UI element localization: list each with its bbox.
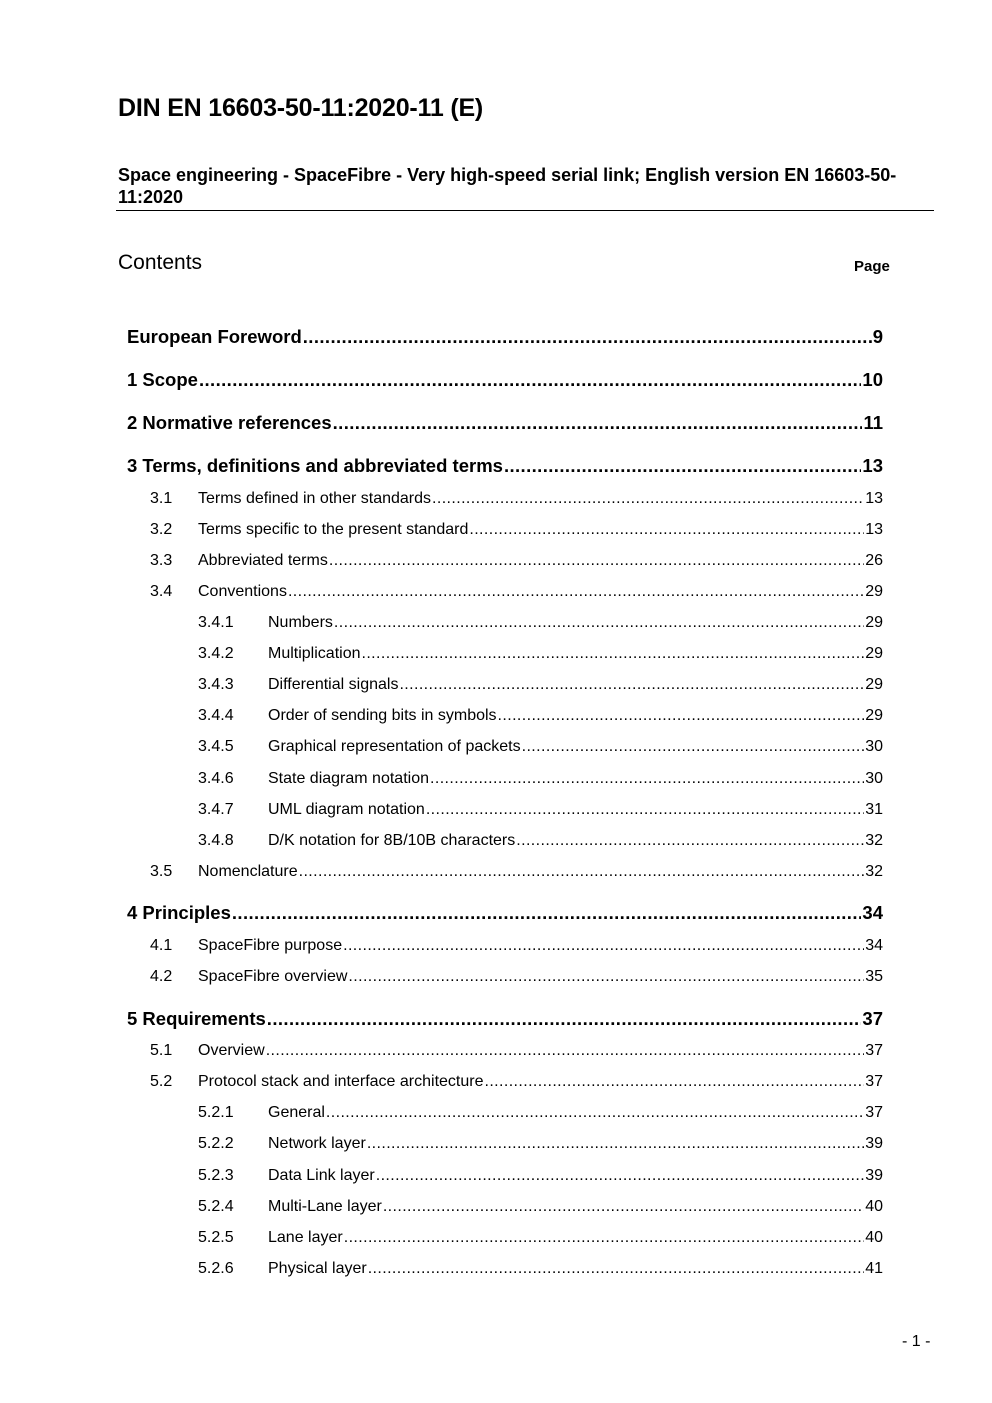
toc-entry-page: 37 xyxy=(865,1104,883,1121)
toc-dot-leader xyxy=(329,552,864,570)
toc-entry-page: 26 xyxy=(865,552,883,569)
page-column-label: Page xyxy=(854,258,890,275)
toc-dot-leader xyxy=(348,968,864,986)
toc-entry-title: Differential signals xyxy=(268,676,399,693)
toc-entry-number: 4.1 xyxy=(150,937,173,954)
toc-entry-title: 5 Requirements xyxy=(127,1008,266,1029)
toc-entry-title: Lane layer xyxy=(268,1229,343,1246)
toc-entry-number: 5.2.4 xyxy=(198,1198,234,1215)
toc-dot-leader xyxy=(430,770,864,788)
toc-entry-number: 5.2.6 xyxy=(198,1260,234,1277)
toc-entry[interactable] xyxy=(198,738,883,756)
toc-entry-page: 37 xyxy=(862,1008,883,1029)
toc-dot-leader xyxy=(504,455,861,477)
toc-dot-leader xyxy=(334,614,864,632)
toc-entry[interactable] xyxy=(127,902,883,924)
toc-entry-title: UML diagram notation xyxy=(268,801,425,818)
toc-dot-leader xyxy=(267,1008,862,1030)
toc-entry[interactable] xyxy=(198,1104,883,1122)
toc-dot-leader xyxy=(469,521,864,539)
toc-dot-leader xyxy=(326,1104,864,1122)
toc-entry[interactable] xyxy=(198,1260,883,1278)
contents-heading: Contents xyxy=(118,251,203,274)
toc-entry[interactable] xyxy=(198,614,883,632)
toc-entry-number: 3.4.8 xyxy=(198,832,234,849)
toc-entry-number: 3.2 xyxy=(150,521,173,538)
toc-dot-leader xyxy=(376,1167,864,1185)
toc-entry[interactable] xyxy=(150,863,883,881)
toc-entry-page: 35 xyxy=(865,968,883,985)
toc-entry-title: Physical layer xyxy=(268,1260,367,1277)
toc-entry-number: 3.4 xyxy=(150,583,173,600)
toc-entry[interactable] xyxy=(198,1135,883,1153)
toc-entry[interactable] xyxy=(150,490,883,508)
toc-entry-title: 4 Principles xyxy=(127,902,231,923)
toc-entry-page: 29 xyxy=(865,676,883,693)
toc-entry-number: 3.4.6 xyxy=(198,770,234,787)
toc-entry-title: Graphical representation of packets xyxy=(268,738,521,755)
toc-entry-title: Protocol stack and interface architecture xyxy=(198,1073,484,1090)
toc-entry-page: 32 xyxy=(865,832,883,849)
toc-entry-number: 5.2.3 xyxy=(198,1167,234,1184)
toc-entry-page: 41 xyxy=(865,1260,883,1277)
toc-entry-page: 37 xyxy=(865,1042,883,1059)
toc-entry-number: 3.4.3 xyxy=(198,676,234,693)
toc-dot-leader xyxy=(303,326,872,348)
toc-entry-page: 37 xyxy=(865,1073,883,1090)
toc-entry[interactable] xyxy=(150,552,883,570)
toc-dot-leader xyxy=(288,583,864,601)
toc-entry[interactable] xyxy=(198,1198,883,1216)
toc-entry-title: Multiplication xyxy=(268,645,361,662)
toc-entry-page: 10 xyxy=(862,369,883,390)
toc-entry[interactable] xyxy=(198,770,883,788)
toc-dot-leader xyxy=(426,801,864,819)
toc-entry-page: 34 xyxy=(862,902,883,923)
toc-dot-leader xyxy=(232,902,862,924)
toc-entry-page: 13 xyxy=(865,490,883,507)
toc-entry[interactable] xyxy=(127,455,883,477)
toc-entry-page: 40 xyxy=(865,1229,883,1246)
toc-entry-page: 40 xyxy=(865,1198,883,1215)
toc-dot-leader xyxy=(299,863,865,881)
toc-entry-number: 5.1 xyxy=(150,1042,173,1059)
toc-entry-title: SpaceFibre purpose xyxy=(198,937,343,954)
toc-entry-page: 30 xyxy=(865,738,883,755)
toc-entry-title: 1 Scope xyxy=(127,369,198,390)
toc-entry-title: Network layer xyxy=(268,1135,366,1152)
toc-dot-leader xyxy=(399,676,864,694)
toc-entry[interactable] xyxy=(127,412,883,434)
toc-entry-title: Conventions xyxy=(198,583,287,600)
toc-entry-page: 13 xyxy=(865,521,883,538)
toc-entry-page: 32 xyxy=(865,863,883,880)
toc-entry-page: 34 xyxy=(865,937,883,954)
toc-entry-title: Multi-Lane layer xyxy=(268,1198,382,1215)
toc-dot-leader xyxy=(344,1229,864,1247)
toc-entry-title: State diagram notation xyxy=(268,770,429,787)
toc-entry-page: 30 xyxy=(865,770,883,787)
toc-entry-number: 5.2 xyxy=(150,1073,173,1090)
toc-entry[interactable] xyxy=(150,968,883,986)
toc-entry-page: 31 xyxy=(865,801,883,818)
toc-entry-title: 2 Normative references xyxy=(127,412,332,433)
toc-entry-page: 29 xyxy=(865,707,883,724)
toc-entry-number: 3.5 xyxy=(150,863,173,880)
toc-dot-leader xyxy=(498,707,865,725)
toc-entry-number: 5.2.2 xyxy=(198,1135,234,1152)
toc-entry-title: Order of sending bits in symbols xyxy=(268,707,497,724)
toc-entry-title: Abbreviated terms xyxy=(198,552,328,569)
toc-entry-title: General xyxy=(268,1104,325,1121)
toc-entry-number: 3.4.7 xyxy=(198,801,234,818)
toc-entry-number: 5.2.1 xyxy=(198,1104,234,1121)
toc-entry-number: 3.4.2 xyxy=(198,645,234,662)
toc-entry[interactable] xyxy=(198,1229,883,1247)
toc-entry[interactable] xyxy=(150,521,883,539)
toc-dot-leader xyxy=(432,490,864,508)
toc-entry-number: 4.2 xyxy=(150,968,173,985)
toc-dot-leader xyxy=(484,1073,864,1091)
toc-entry-title: Numbers xyxy=(268,614,333,631)
toc-entry[interactable] xyxy=(150,583,883,601)
toc-dot-leader xyxy=(368,1260,865,1278)
toc-entry-page: 29 xyxy=(865,583,883,600)
document-id: DIN EN 16603-50-11:2020-11 (E) xyxy=(118,94,484,122)
toc-dot-leader xyxy=(199,369,861,391)
toc-entry[interactable] xyxy=(127,326,883,348)
toc-entry[interactable] xyxy=(150,1073,883,1091)
page-number: - 1 - xyxy=(902,1333,931,1350)
toc-entry-title: D/K notation for 8B/10B characters xyxy=(268,832,516,849)
toc-dot-leader xyxy=(361,645,864,663)
toc-dot-leader xyxy=(266,1042,865,1060)
toc-dot-leader xyxy=(516,832,864,850)
toc-entry-page: 29 xyxy=(865,645,883,662)
toc-entry-page: 39 xyxy=(865,1167,883,1184)
toc-entry[interactable] xyxy=(127,1008,883,1030)
toc-entry[interactable] xyxy=(198,1167,883,1185)
toc-entry-number: 3.4.5 xyxy=(198,738,234,755)
toc-entry-title: Overview xyxy=(198,1042,265,1059)
toc-dot-leader xyxy=(367,1135,864,1153)
toc-entry-page: 9 xyxy=(872,326,883,347)
toc-entry[interactable] xyxy=(150,1042,883,1060)
toc-entry-title: Terms specific to the present standard xyxy=(198,521,469,538)
toc-entry[interactable] xyxy=(198,676,883,694)
toc-entry[interactable] xyxy=(127,369,883,391)
toc-entry-number: 3.3 xyxy=(150,552,173,569)
toc-entry-title: 3 Terms, definitions and abbreviated terms xyxy=(127,455,503,476)
toc-entry[interactable] xyxy=(198,645,883,663)
toc-entry-page: 11 xyxy=(863,412,883,433)
toc-entry-title: European Foreword xyxy=(127,326,302,347)
toc-entry-title: Data Link layer xyxy=(268,1167,375,1184)
toc-entry-page: 13 xyxy=(862,455,883,476)
toc-entry[interactable] xyxy=(150,937,883,955)
toc-entry[interactable] xyxy=(198,801,883,819)
toc-dot-leader xyxy=(383,1198,864,1216)
toc-entry[interactable] xyxy=(198,707,883,725)
toc-entry-number: 3.4.1 xyxy=(198,614,234,631)
toc-dot-leader xyxy=(343,937,864,955)
toc-entry-title: Terms defined in other standards xyxy=(198,490,432,507)
document-subtitle: Space engineering - SpaceFibre - Very high-speed serial link; English version EN 16603-50-11:2020 xyxy=(118,165,897,207)
toc-entry-page: 39 xyxy=(865,1135,883,1152)
toc-entry-title: SpaceFibre overview xyxy=(198,968,348,985)
toc-entry-page: 29 xyxy=(865,614,883,631)
toc-entry-number: 3.4.4 xyxy=(198,707,234,724)
toc-entry-number: 3.1 xyxy=(150,490,173,507)
toc-dot-leader xyxy=(333,412,863,434)
toc-dot-leader xyxy=(522,738,865,756)
toc-entry-number: 5.2.5 xyxy=(198,1229,234,1246)
toc-entry-title: Nomenclature xyxy=(198,863,298,880)
toc-entry[interactable] xyxy=(198,832,883,850)
